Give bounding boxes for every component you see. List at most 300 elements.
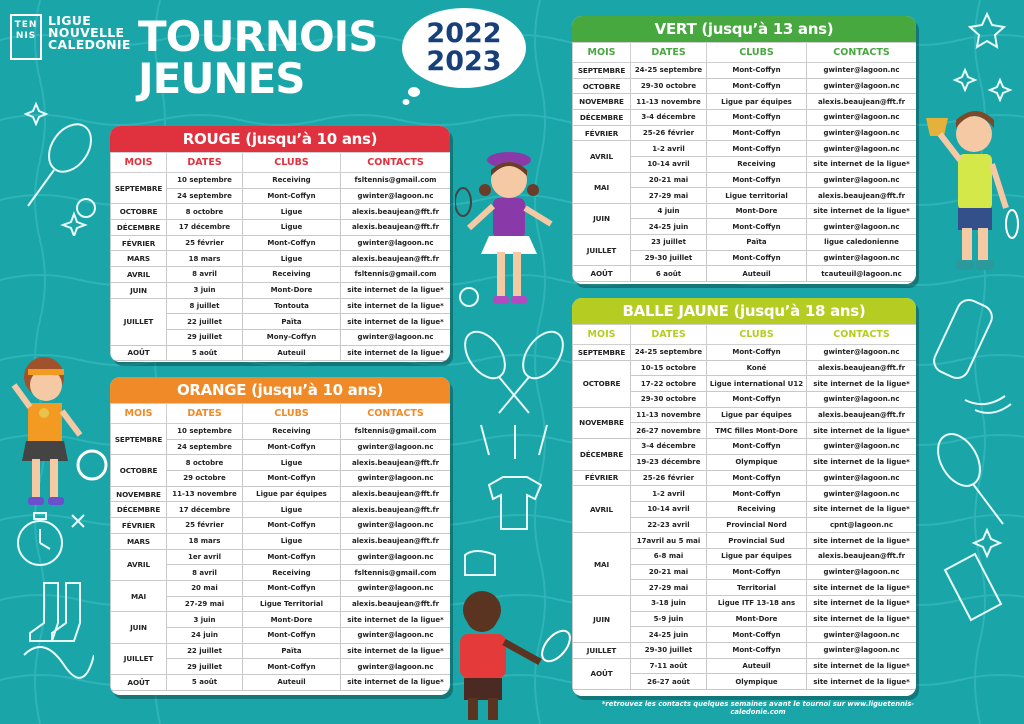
cell-contact: site internet de la ligue* — [341, 612, 451, 628]
cell-mois: JUIN — [573, 203, 631, 234]
table-rouge-body — [111, 173, 451, 361]
cell-dates: 17 décembre — [167, 502, 243, 518]
cell-contact: gwinter@lagoon.nc — [807, 627, 917, 643]
cell-contact: site internet de la ligue* — [807, 423, 917, 439]
cell-club: Païta — [243, 643, 341, 659]
cell-contact: gwinter@lagoon.nc — [341, 471, 451, 487]
cell-contact: tcauteuil@lagoon.nc — [807, 266, 917, 282]
cell-club: Mont-Coffyn — [243, 518, 341, 534]
table-header-row — [573, 43, 917, 63]
cell-contact: alexis.beaujean@fft.fr — [807, 188, 917, 204]
cell-mois: DÉCEMBRE — [573, 110, 631, 126]
cell-dates: 3 juin — [167, 282, 243, 298]
table-row — [573, 203, 917, 219]
cell-club: Auteuil — [243, 675, 341, 691]
col-dates: DATES — [167, 404, 243, 424]
cell-club: Olympique — [707, 674, 807, 690]
cell-club: Mont-Coffyn — [243, 471, 341, 487]
cell-dates: 24-25 juin — [631, 219, 707, 235]
cell-contact: site internet de la ligue* — [341, 314, 451, 330]
table-orange — [110, 377, 450, 695]
cell-club: Mont-Coffyn — [707, 564, 807, 580]
cell-contact: gwinter@lagoon.nc — [341, 518, 451, 534]
table-row — [111, 612, 451, 628]
cell-contact: gwinter@lagoon.nc — [341, 659, 451, 675]
cell-mois: FÉVRIER — [111, 235, 167, 251]
col-clubs: CLUBS — [707, 43, 807, 63]
cell-contact: cpnt@lagoon.nc — [807, 517, 917, 533]
cell-club: Receiving — [707, 157, 807, 173]
cell-mois: JUIN — [111, 282, 167, 298]
cell-contact: gwinter@lagoon.nc — [341, 627, 451, 643]
cell-contact: alexis.beaujean@fft.fr — [341, 220, 451, 236]
cell-dates: 25 février — [167, 518, 243, 534]
cell-club: Provincial Sud — [707, 533, 807, 549]
table-row — [573, 266, 917, 282]
cell-mois: JUIN — [111, 612, 167, 643]
cell-club: Mont-Coffyn — [243, 235, 341, 251]
cell-club: Mont-Coffyn — [707, 125, 807, 141]
cell-contact: gwinter@lagoon.nc — [341, 549, 451, 565]
stopwatch-socks-icon — [14, 505, 94, 715]
cell-contact: alexis.beaujean@fft.fr — [341, 596, 451, 612]
cell-contact: site internet de la ligue* — [807, 674, 917, 690]
cell-mois: JUILLET — [573, 643, 631, 659]
cell-club: Mont-Coffyn — [707, 345, 807, 361]
table-row — [111, 424, 451, 440]
kid-red-shirt-illustration — [448, 588, 574, 720]
cell-dates: 24-25 septembre — [631, 345, 707, 361]
cell-contact: gwinter@lagoon.nc — [807, 392, 917, 408]
cell-club: Mont-Coffyn — [707, 643, 807, 659]
col-mois: MOIS — [111, 404, 167, 424]
table-row — [111, 204, 451, 220]
year-label — [400, 20, 528, 76]
cell-dates: 5 août — [167, 675, 243, 691]
tennis-doodles-icon — [14, 96, 104, 236]
cell-dates: 24 septembre — [167, 188, 243, 204]
table-row — [111, 643, 451, 659]
cell-dates: 8 juillet — [167, 298, 243, 314]
cell-mois: MARS — [111, 533, 167, 549]
cell-contact: site internet de la ligue* — [341, 643, 451, 659]
cell-club: Mont-Coffyn — [707, 172, 807, 188]
cell-contact: alexis.beaujean@fft.fr — [341, 533, 451, 549]
cell-contact: site internet de la ligue* — [341, 298, 451, 314]
cell-mois: FÉVRIER — [111, 518, 167, 534]
cell-dates: 1er avril — [167, 549, 243, 565]
cell-mois: MAI — [111, 580, 167, 611]
table-rouge-grid — [110, 152, 450, 361]
cell-mois: AOÛT — [573, 266, 631, 282]
cell-dates: 20-21 mai — [631, 564, 707, 580]
cell-dates: 18 mars — [167, 533, 243, 549]
cell-dates: 29-30 juillet — [631, 643, 707, 659]
cell-dates: 5 août — [167, 345, 243, 361]
cell-club: Koné — [707, 360, 807, 376]
cell-dates: 29-30 juillet — [631, 250, 707, 266]
cell-dates: 11-13 novembre — [631, 94, 707, 110]
cell-dates: 24 septembre — [167, 439, 243, 455]
cell-mois: NOVEMBRE — [111, 486, 167, 502]
cell-dates: 22 juillet — [167, 314, 243, 330]
footnote: *retrouvez les contacts quelques semaines avant le tournoi sur www.liguetennis-caledonie.com — [601, 700, 915, 716]
cell-club: Mont-Coffyn — [707, 470, 807, 486]
cell-contact: gwinter@lagoon.nc — [807, 564, 917, 580]
cell-dates: 25-26 février — [631, 125, 707, 141]
cell-mois: JUIN — [573, 596, 631, 643]
table-vert-title: VERT (jusqu’à 13 ans) — [572, 16, 916, 42]
cell-contact: alexis.beaujean@fft.fr — [341, 486, 451, 502]
page-title — [138, 12, 378, 103]
cell-contact: alexis.beaujean@fft.fr — [341, 502, 451, 518]
cell-dates: 11-13 novembre — [631, 407, 707, 423]
cell-mois: SEPTEMBRE — [111, 424, 167, 455]
cell-contact: site internet de la ligue* — [341, 675, 451, 691]
cell-club: Mont-Coffyn — [707, 141, 807, 157]
col-dates: DATES — [167, 153, 243, 173]
cell-club: Ligue — [243, 251, 341, 267]
table-row — [573, 470, 917, 486]
cell-contact: fsltennis@gmail.com — [341, 565, 451, 581]
cell-club: Provincial Nord — [707, 517, 807, 533]
cell-dates: 1-2 avril — [631, 141, 707, 157]
table-row — [573, 486, 917, 502]
cell-contact: site internet de la ligue* — [341, 282, 451, 298]
cell-contact: site internet de la ligue* — [807, 203, 917, 219]
table-row — [573, 596, 917, 612]
cell-contact: gwinter@lagoon.nc — [341, 329, 451, 345]
cell-dates: 6-8 mai — [631, 548, 707, 564]
cell-club: Mony-Coffyn — [243, 329, 341, 345]
table-row — [573, 78, 917, 94]
table-jaune-title: BALLE JAUNE (jusqu’à 18 ans) — [572, 298, 916, 324]
table-row — [111, 298, 451, 314]
cell-club: Ligue — [243, 502, 341, 518]
cell-contact: alexis.beaujean@fft.fr — [341, 455, 451, 471]
col-dates: DATES — [631, 325, 707, 345]
cell-club: Tontouta — [243, 298, 341, 314]
logo-box-line1: TEN — [14, 20, 38, 30]
col-mois: MOIS — [573, 43, 631, 63]
col-mois: MOIS — [573, 325, 631, 345]
table-rouge — [110, 126, 450, 362]
table-row — [573, 439, 917, 455]
col-contacts: CONTACTS — [807, 325, 917, 345]
table-row — [111, 173, 451, 189]
cell-dates: 10 septembre — [167, 173, 243, 189]
cell-dates: 29 juillet — [167, 659, 243, 675]
table-rouge-title: ROUGE (jusqu’à 10 ans) — [110, 126, 450, 152]
cell-contact: ligue caledonienne — [807, 235, 917, 251]
cell-club: Ligue par équipes — [707, 548, 807, 564]
cell-mois: FÉVRIER — [573, 125, 631, 141]
cell-contact: gwinter@lagoon.nc — [807, 172, 917, 188]
cell-club: Mont-Dore — [243, 612, 341, 628]
cell-dates: 1-2 avril — [631, 486, 707, 502]
cell-club: Ligue ITF 13-18 ans — [707, 596, 807, 612]
cell-club: Mont-Coffyn — [707, 78, 807, 94]
cell-club: Mont-Coffyn — [707, 439, 807, 455]
table-vert-body — [573, 63, 917, 282]
cell-contact: fsltennis@gmail.com — [341, 173, 451, 189]
col-contacts: CONTACTS — [807, 43, 917, 63]
cell-club: Ligue — [243, 533, 341, 549]
table-row — [111, 502, 451, 518]
cell-dates: 27-29 mai — [167, 596, 243, 612]
cell-mois: AVRIL — [573, 141, 631, 172]
cell-dates: 22-23 avril — [631, 517, 707, 533]
cell-dates: 29 octobre — [167, 471, 243, 487]
cell-mois: AOÛT — [573, 658, 631, 689]
cell-dates: 8 octobre — [167, 455, 243, 471]
table-jaune-body — [573, 345, 917, 690]
cell-contact: alexis.beaujean@fft.fr — [807, 94, 917, 110]
table-row — [111, 549, 451, 565]
table-row — [111, 580, 451, 596]
table-row — [573, 141, 917, 157]
logo-line2: NOUVELLE — [48, 25, 125, 40]
cell-club: Receiving — [243, 424, 341, 440]
table-row — [573, 643, 917, 659]
cell-contact: site internet de la ligue* — [807, 611, 917, 627]
cell-dates: 17-22 octobre — [631, 376, 707, 392]
cell-club: Mont-Coffyn — [707, 63, 807, 79]
cell-dates: 27-29 mai — [631, 580, 707, 596]
col-clubs: CLUBS — [243, 404, 341, 424]
cell-club: Mont-Coffyn — [707, 392, 807, 408]
cell-club: Ligue — [243, 220, 341, 236]
cell-club: Ligue territorial — [707, 188, 807, 204]
cell-club: Ligue — [243, 204, 341, 220]
cell-club: Receiving — [707, 501, 807, 517]
trophy-boy-illustration — [918, 100, 1022, 282]
cell-dates: 19-23 décembre — [631, 454, 707, 470]
cell-mois: AOÛT — [111, 675, 167, 691]
cell-mois: MARS — [111, 251, 167, 267]
cell-dates: 20-21 mai — [631, 172, 707, 188]
cell-contact: gwinter@lagoon.nc — [807, 125, 917, 141]
cell-club: Territorial — [707, 580, 807, 596]
year-line2: 2023 — [426, 46, 502, 77]
cell-mois: DÉCEMBRE — [111, 220, 167, 236]
cell-club: Mont-Dore — [243, 282, 341, 298]
table-orange-body — [111, 424, 451, 691]
table-row — [111, 345, 451, 361]
cell-dates: 3-4 décembre — [631, 110, 707, 126]
cell-contact: gwinter@lagoon.nc — [807, 643, 917, 659]
cell-contact: gwinter@lagoon.nc — [807, 345, 917, 361]
cell-dates: 24 juin — [167, 627, 243, 643]
table-header-row — [573, 325, 917, 345]
cell-club: Mont-Coffyn — [707, 486, 807, 502]
table-row — [573, 345, 917, 361]
cell-contact: site internet de la ligue* — [807, 533, 917, 549]
col-clubs: CLUBS — [707, 325, 807, 345]
cell-contact: gwinter@lagoon.nc — [807, 219, 917, 235]
table-row — [573, 533, 917, 549]
cell-contact: site internet de la ligue* — [807, 454, 917, 470]
col-contacts: CONTACTS — [341, 404, 451, 424]
boy-player-illustration — [4, 355, 109, 515]
table-row — [111, 267, 451, 283]
year-line1: 2022 — [426, 18, 502, 49]
cell-contact: site internet de la ligue* — [341, 345, 451, 361]
cell-contact: site internet de la ligue* — [807, 501, 917, 517]
cell-dates: 5-9 juin — [631, 611, 707, 627]
cell-club: Païta — [707, 235, 807, 251]
cell-mois: OCTOBRE — [573, 360, 631, 407]
title-line2: JEUNES — [138, 54, 305, 103]
table-vert — [572, 16, 916, 284]
cell-club: Olympique — [707, 454, 807, 470]
cell-dates: 10-14 avril — [631, 501, 707, 517]
table-jaune-grid — [572, 324, 916, 690]
cell-mois: JUILLET — [111, 298, 167, 345]
cell-dates: 3 juin — [167, 612, 243, 628]
title-line1: TOURNOIS — [138, 12, 378, 61]
cell-club: Mont-Coffyn — [243, 580, 341, 596]
table-row — [573, 360, 917, 376]
cell-dates: 4 juin — [631, 203, 707, 219]
cell-contact: gwinter@lagoon.nc — [807, 439, 917, 455]
cell-mois: SEPTEMBRE — [573, 63, 631, 79]
table-jaune — [572, 298, 916, 696]
table-row — [111, 220, 451, 236]
table-vert-grid — [572, 42, 916, 282]
cell-mois: OCTOBRE — [111, 455, 167, 486]
col-contacts: CONTACTS — [341, 153, 451, 173]
cell-mois: AVRIL — [573, 486, 631, 533]
cell-contact: site internet de la ligue* — [807, 376, 917, 392]
cell-dates: 26-27 août — [631, 674, 707, 690]
cell-dates: 7-11 août — [631, 658, 707, 674]
cell-club: Mont-Coffyn — [707, 110, 807, 126]
cell-club: Ligue international U12 — [707, 376, 807, 392]
table-header-row — [111, 153, 451, 173]
cell-club: TMC filles Mont-Dore — [707, 423, 807, 439]
cell-mois: FÉVRIER — [573, 470, 631, 486]
cell-club: Mont-Dore — [707, 203, 807, 219]
cell-club: Mont-Coffyn — [707, 627, 807, 643]
table-row — [111, 486, 451, 502]
table-row — [111, 251, 451, 267]
cell-club: Mont-Coffyn — [243, 188, 341, 204]
cell-mois: MAI — [573, 533, 631, 596]
table-row — [573, 63, 917, 79]
cell-club: Mont-Coffyn — [243, 549, 341, 565]
cell-contact: alexis.beaujean@fft.fr — [341, 251, 451, 267]
logo-box-line2: NIS — [15, 31, 37, 41]
cell-club: Mont-Dore — [707, 611, 807, 627]
cell-dates: 24-25 septembre — [631, 63, 707, 79]
cell-club: Receiving — [243, 565, 341, 581]
cell-dates: 20 mai — [167, 580, 243, 596]
cell-contact: alexis.beaujean@fft.fr — [807, 548, 917, 564]
cell-contact: site internet de la ligue* — [807, 157, 917, 173]
cell-dates: 8 octobre — [167, 204, 243, 220]
cell-club: Ligue par équipes — [707, 407, 807, 423]
cell-mois: AVRIL — [111, 549, 167, 580]
cell-dates: 24-25 juin — [631, 627, 707, 643]
cell-dates: 10-15 octobre — [631, 360, 707, 376]
cell-dates: 29-30 octobre — [631, 78, 707, 94]
cell-dates: 8 avril — [167, 267, 243, 283]
cell-dates: 22 juillet — [167, 643, 243, 659]
cell-club: Ligue par équipes — [243, 486, 341, 502]
table-orange-title: ORANGE (jusqu’à 10 ans) — [110, 377, 450, 403]
logo-line1: LIGUE — [48, 13, 92, 28]
stars-icon — [945, 10, 1020, 110]
logo-text — [48, 15, 131, 51]
table-header-row — [111, 404, 451, 424]
cell-dates: 17avril au 5 mai — [631, 533, 707, 549]
cell-contact: gwinter@lagoon.nc — [807, 486, 917, 502]
cell-mois: OCTOBRE — [111, 204, 167, 220]
cell-dates: 29-30 octobre — [631, 392, 707, 408]
table-row — [111, 455, 451, 471]
bottle-racket-icon — [925, 270, 1020, 710]
cell-contact: gwinter@lagoon.nc — [341, 188, 451, 204]
cell-club: Mont-Coffyn — [243, 627, 341, 643]
table-row — [111, 235, 451, 251]
cell-dates: 23 juillet — [631, 235, 707, 251]
cell-club: Mont-Coffyn — [707, 250, 807, 266]
cell-contact: gwinter@lagoon.nc — [341, 580, 451, 596]
cell-mois: OCTOBRE — [573, 78, 631, 94]
table-row — [111, 282, 451, 298]
cell-contact: gwinter@lagoon.nc — [341, 439, 451, 455]
cell-mois: JUILLET — [573, 235, 631, 266]
cell-mois: DÉCEMBRE — [573, 439, 631, 470]
cell-club: Ligue — [243, 455, 341, 471]
cell-dates: 10 septembre — [167, 424, 243, 440]
table-orange-grid — [110, 403, 450, 691]
cell-mois: NOVEMBRE — [573, 407, 631, 438]
cell-club: Mont-Coffyn — [243, 439, 341, 455]
table-row — [111, 675, 451, 691]
cell-dates: 10-14 avril — [631, 157, 707, 173]
cell-dates: 25-26 février — [631, 470, 707, 486]
cell-club: Receiving — [243, 267, 341, 283]
cell-club: Ligue par équipes — [707, 94, 807, 110]
cell-dates: 27-29 mai — [631, 188, 707, 204]
cell-dates: 8 avril — [167, 565, 243, 581]
cell-contact: gwinter@lagoon.nc — [807, 141, 917, 157]
cell-dates: 17 décembre — [167, 220, 243, 236]
cell-contact: alexis.beaujean@fft.fr — [341, 204, 451, 220]
cell-dates: 3-4 décembre — [631, 439, 707, 455]
cell-contact: site internet de la ligue* — [807, 596, 917, 612]
cell-contact: gwinter@lagoon.nc — [807, 470, 917, 486]
cell-mois: DÉCEMBRE — [111, 502, 167, 518]
cell-contact: site internet de la ligue* — [807, 658, 917, 674]
logo-line3: CALEDONIE — [48, 37, 131, 52]
table-row — [111, 518, 451, 534]
table-row — [573, 94, 917, 110]
cell-contact: gwinter@lagoon.nc — [807, 250, 917, 266]
cell-club: Païta — [243, 314, 341, 330]
cell-club: Mont-Coffyn — [707, 219, 807, 235]
ligue-logo — [10, 14, 140, 64]
tennis-logo-box — [10, 14, 42, 60]
cell-contact: site internet de la ligue* — [807, 580, 917, 596]
cell-dates: 18 mars — [167, 251, 243, 267]
year-bubble — [400, 6, 528, 96]
cell-club: Auteuil — [707, 266, 807, 282]
cell-dates: 6 août — [631, 266, 707, 282]
cell-dates: 25 février — [167, 235, 243, 251]
